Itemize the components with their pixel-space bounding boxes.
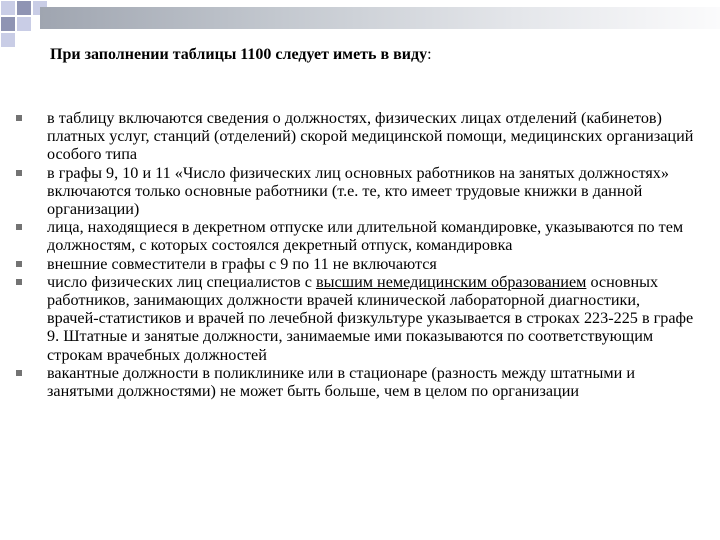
slide-title-colon: : [427,46,432,63]
list-item-text-start: число физических лиц специалистов с [47,272,316,291]
slide-title-text: При заполнении таблицы 1100 следует иметь в виду [50,46,428,63]
header-decoration [0,0,720,44]
decor-square [1,33,15,47]
slide-title [50,45,690,65]
square-bullet-icon [16,224,22,230]
list-item-text [47,273,693,364]
square-bullet-icon [16,261,22,267]
square-bullet-icon [16,279,22,285]
square-bullet-icon [16,370,22,376]
square-bullet-icon [16,170,22,176]
decor-square [17,1,31,15]
list-item [14,109,694,164]
decor-square [1,1,15,15]
list-item [14,164,694,219]
list-item-text: внешние совместители в графы с 9 по 11 не включаются [47,254,437,273]
decor-square [17,17,31,31]
list-item-text-end: основных работников, занимающих должности врачей клинической лабораторной диагностики, врачей-статистиков и врачей по лечебной физкультуре указывается в строках 223-225 в графе 9. Штатные и занятые должности, занимаемые ими показываются по соответствующим строкам врачебных должностей [47,272,694,364]
underlined-phrase: высшим немедицинским образованием [315,272,587,291]
list-item-text: в таблицу включаются сведения о должностях, физических лицах отделений (кабинетов) платных услуг, станций (отделений) скорой медицинской помощи, медицинских организаций особого типа [47,109,694,164]
list-item [14,364,694,400]
list-item [14,273,694,364]
list-item-text: лица, находящиеся в декретном отпуске или длительной командировке, указываются по тем должностям, с которых состоялся декретный отпуск, командировка [47,218,684,255]
bullet-list [14,109,694,400]
square-bullet-icon [16,115,22,121]
list-item [14,255,694,273]
decor-square [1,17,15,31]
list-item-text: в графы 9, 10 и 11 «Число физических лиц основных работников на занятых должностях» включаются только основные работники (т.е. те, кто имеет трудовые книжки в данной организации) [47,163,669,219]
decor-gradient-bar [40,7,720,29]
list-item-text: вакантные должности в поликлинике или в стационаре (разность между штатными и занятыми должностями) не может быть больше, чем в целом по организации [47,363,636,401]
list-item [14,218,694,254]
